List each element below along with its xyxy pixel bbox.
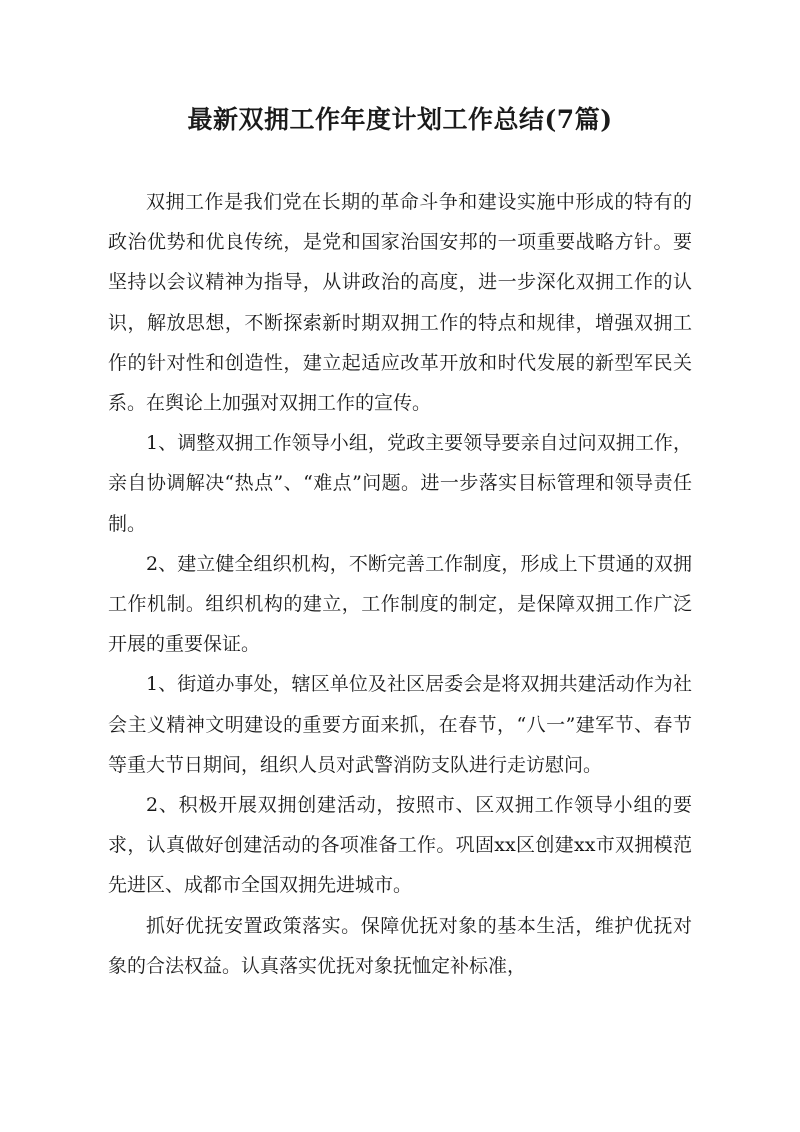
paragraph-preferential-treatment: 抓好优抚安置政策落实。保障优抚对象的基本生活，维护优抚对象的合法权益。认真落实优抚对象抚恤定补标准， [108, 914, 692, 977]
paragraph-item-2-organization: 2、建立健全组织机构，不断完善工作制度，形成上下贯通的双拥工作机制。组织机构的建立，工作制度的制定，是保障双拥工作广泛开展的重要保证。 [108, 552, 692, 656]
document-title: 最新双拥工作年度计划工作总结(7篇) [187, 105, 613, 134]
paragraph-item-1-street-office: 1、街道办事处，辖区单位及社区居委会是将双拥共建活动作为社会主义精神文明建设的重要方面来抓，在春节，“八一”建军节、春节等重大节日期间，组织人员对武警消防支队进行走访慰问。 [108, 673, 692, 776]
paragraph-item-2-activities: 2、积极开展双拥创建活动，按照市、区双拥工作领导小组的要求，认真做好创建活动的各项准备工作。巩固xx区创建xx市双拥模范先进区、成都市全国双拥先进城市。 [108, 794, 692, 897]
paragraph-item-1-leadership: 1、调整双拥工作领导小组，党政主要领导要亲自过问双拥工作，亲自协调解决“热点”、“难点”问题。进一步落实目标管理和领导责任制。 [108, 432, 692, 535]
document-body [108, 182, 692, 986]
paragraph-intro: 双拥工作是我们党在长期的革命斗争和建设实施中形成的特有的政治优势和优良传统，是党和国家治国安邦的一项重要战略方针。要坚持以会议精神为指导，从讲政治的高度，进一步深化双拥工作的认识，解放思想，不断探索新时期双拥工作的特点和规律，增强双拥工作的针对性和创造性，建立起适应改革开放和时代发展的新型军民关系。在舆论上加强对双拥工作的宣传。 [108, 191, 692, 415]
